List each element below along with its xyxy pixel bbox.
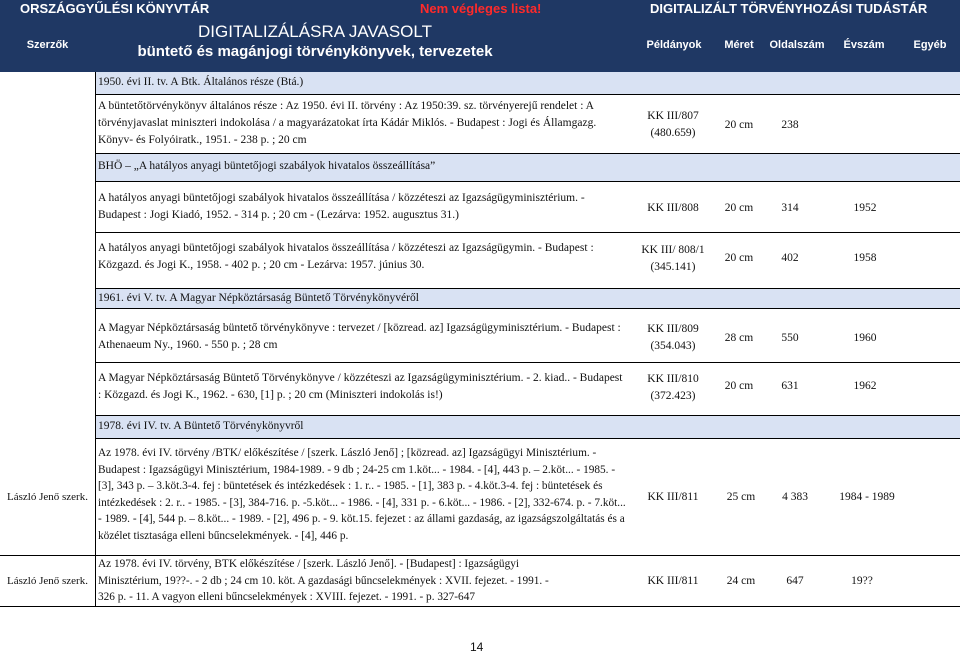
record-author: László Jenő szerk. (7, 491, 88, 503)
record-pages: 631 (781, 379, 799, 392)
section-heading: BHÖ – „A hatályos anyagi büntetőjogi szabályok hivatalos összeállítása” (98, 160, 436, 172)
record-description: A Magyar Népköztársaság büntető törvénykönyve : tervezet / [közread. az] Igazságügyminisztérium. - Budapest : Athenaeum Ny., 1960. - 550 p. ; 28 cm (98, 322, 621, 351)
record-author: László Jenő szerk. (7, 574, 88, 587)
record-pages: 402 (781, 251, 799, 264)
row-divider (95, 232, 960, 233)
row-divider (95, 181, 960, 182)
record-copies: KK III/808 (647, 201, 699, 214)
section-heading: 1950. évi II. tv. A Btk. Általános része (Btá.) (98, 76, 304, 88)
record-pages: 4 383 (782, 491, 808, 503)
record-copies: KK III/811 (647, 491, 699, 503)
header-year: Évszám (843, 38, 885, 51)
table-header (0, 17, 960, 72)
row-divider (95, 153, 960, 154)
repository-name: DIGITALIZÁLT TÖRVÉNYHOZÁSI TUDÁSTÁR (650, 1, 928, 16)
row-divider (95, 288, 960, 289)
record-description: Az 1978. évi IV. törvény, BTK előkészítése / [szerk. László Jenő]. - [Budapest] : Igazságügyi Minisztérium, 19??-. - 2 db ; 24 cm 10. köt. A gazdasági bűncselekmények : XVII. fejezet. - 1991. - 326 p. - 11. A vagyon elleni bűncselekmények : XVIII. fejezet. - 1991. - p. 327-647 (98, 558, 549, 603)
row-divider (95, 308, 960, 309)
record-size: 28 cm (724, 331, 754, 344)
record-copies: KK III/807 (480.659) (647, 110, 699, 139)
record-description: A Magyar Népköztársaság Büntető Törvénykönyve / közzéteszi az Igazságügyminisztérium. - 2. kiad.. - Budapest : Közgazd. és Jogi K., 1962. - 630, [1] p. ; 20 cm (Miniszteri indokolás is!) (98, 372, 623, 401)
record-copies: KK III/809 (354.043) (647, 323, 699, 352)
draft-warning: Nem végleges lista! (420, 1, 542, 16)
row-divider (95, 94, 960, 95)
record-pages: 647 (786, 574, 804, 587)
record-year: 1962 (853, 379, 877, 392)
header-pages: Oldalszám (769, 38, 825, 51)
record-year: 19?? (851, 574, 873, 587)
library-name: ORSZÁGGYŰLÉSI KÖNYVTÁR (20, 1, 210, 16)
record-year: 1984 - 1989 (839, 491, 895, 503)
record-copies: KK III/811 (647, 574, 699, 587)
row-divider (0, 606, 960, 607)
header-size: Méret (724, 38, 754, 51)
record-size: 20 cm (724, 251, 754, 264)
page-number: 14 (470, 640, 484, 654)
record-pages: 238 (781, 118, 799, 131)
record-pages: 550 (781, 331, 799, 344)
title-line-1: DIGITALIZÁLÁSRA JAVASOLT (198, 22, 432, 41)
record-size: 20 cm (724, 379, 754, 392)
top-bar (0, 0, 960, 17)
title-line-2: büntető és magánjogi törvénykönyvek, tervezetek (137, 43, 493, 60)
record-pages: 314 (781, 201, 799, 214)
row-divider (95, 438, 960, 439)
header-other: Egyéb (913, 38, 947, 51)
record-year: 1958 (853, 251, 877, 264)
record-copies: KK III/ 808/1 (345.141) (641, 244, 705, 273)
document-title (95, 22, 535, 62)
record-year: 1952 (853, 201, 877, 214)
record-size: 20 cm (724, 201, 754, 214)
header-copies: Példányok (646, 38, 702, 51)
section-heading: 1978. évi IV. tv. A Büntető Törvénykönyvről (98, 420, 304, 432)
record-description: Az 1978. évi IV. törvény /BTK/ előkészítése / [szerk. László Jenő] ; [közread. az] Igazságügyi Minisztérium. - Budapest : Igazságügyi Minisztérium, 1984-1989. - 9 db ; 24-25 cm 1.köt... - 1984. - [4], 443 p. – 2.köt... - 1985. - [3], 343 p. – 3.köt.3-4. fej : büntetések és intézkedések : 1. r.. - 1985. - [1], 383 p. - 4.köt.3-4. fej : büntetések és intézkedések : 2. r.. - 1985. - [3], 384-716. p. -5.köt... - 1986. - [4], 331 p. - 6.köt... - 1986. - [2], 332-674. p. - 7.köt... - 1989. - [4], 544 p. – 8.köt... - 1989. - [2], 496 p. - 9. köt.15. fejezet : az állami gazdaság, az igazságszolgáltatás és a közélet tisztasága elleni bűncselekmények. - [4], 446 p. (98, 447, 626, 542)
row-divider (95, 362, 960, 363)
header-authors: Szerzők (26, 38, 69, 51)
record-size: 24 cm (726, 574, 756, 587)
row-divider (95, 415, 960, 416)
record-copies: KK III/810 (372.423) (647, 373, 699, 402)
record-size: 20 cm (724, 118, 754, 131)
record-year: 1960 (853, 331, 877, 344)
record-size: 25 cm (726, 491, 756, 503)
section-heading: 1961. évi V. tv. A Magyar Népköztársaság Büntető Törvénykönyvéről (98, 292, 419, 304)
record-description: A hatályos anyagi büntetőjogi szabályok hivatalos összeállítása / közzéteszi az Igazságügymin. - Budapest : Közgazd. és Jogi K., 1958. - 402 p. ; 20 cm - Lezárva: 1957. június 30. (98, 242, 594, 271)
record-description: A hatályos anyagi büntetőjogi szabályok hivatalos összeállítása / közzéteszi az Igazságügyminisztérium. - Budapest : Jogi Kiadó, 1952. - 314 p. ; 20 cm - (Lezárva: 1952. augusztus 31.) (98, 192, 585, 221)
record-description: A büntetőtörvénykönyv általános része : Az 1950. évi II. törvény : Az 1950:39. sz. törvényerejű rendelet : A törvényjavaslat miniszteri indokolása / a magyarázatokat írta Kádár Miklós. - Budapest : Jogi és Államgazg. Könyv- és Folyóiratk., 1951. - 238 p. ; 20 cm (98, 100, 597, 146)
